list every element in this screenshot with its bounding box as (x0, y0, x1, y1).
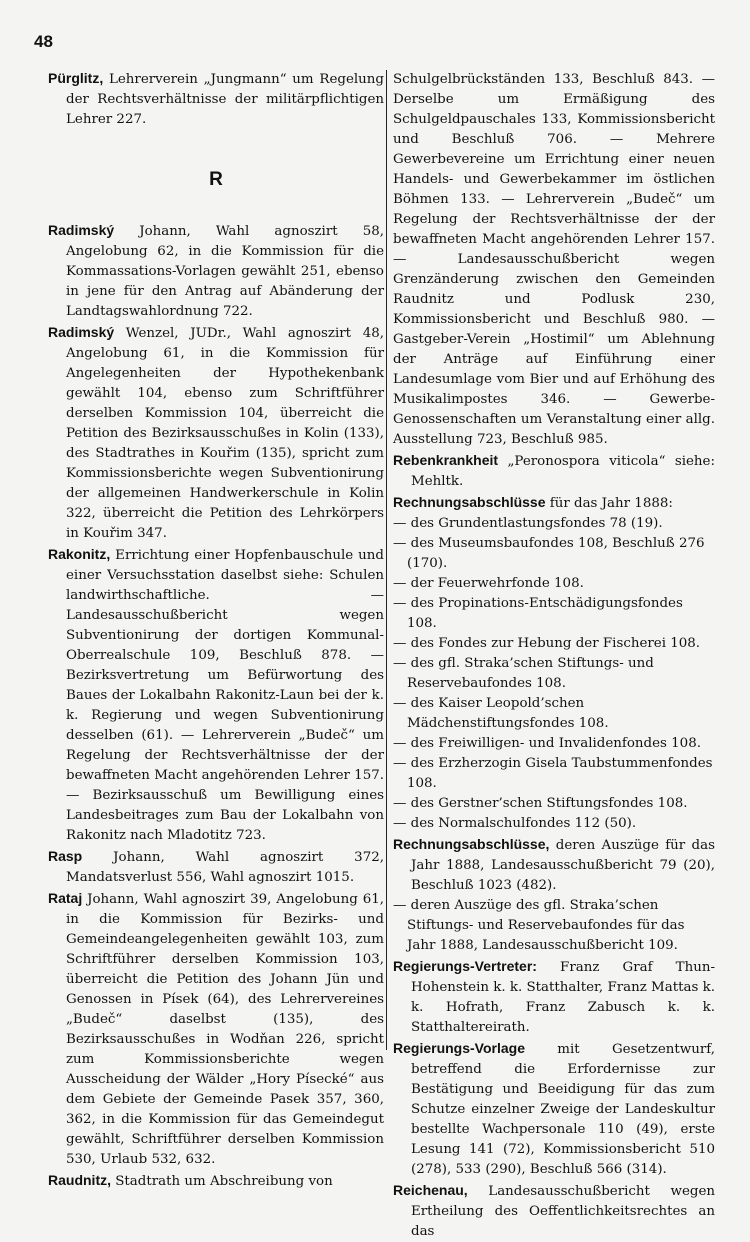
index-entry (48, 322, 384, 544)
entry-head: Rechnungsabschlüsse, (393, 836, 550, 852)
index-entry (393, 492, 715, 514)
entry-text: „Peronospora viticola“ siehe: Mehltk. (411, 454, 715, 489)
entry-text: Errichtung einer Hopfenbauschule und einer Versuchsstation daselbst siehe: Schulen landwirthschaftliche. — Landesausschußbericht wegen Subventionirung der dortigen Kommunal-Oberrealschule 109, Beschluß 878. — Bezirksvertretung um Befürwortung des Baues der Lokalbahn Rakonitz-Laun bei der k. k. Regierung und wegen Subventionirung desselben (61). — Lehrerverein „Budeč“ um Regelung der Rechtsverhältnisse der der bewaffneten Macht angehörenden Lehrer 157. — Bezirksausschuß um Bewilligung eines Landesbeitrages zum Bau der Lokalbahn von Rakonitz nach Mladotitz 723. (66, 548, 385, 843)
entry-text: Johann, Wahl agnoszirt 58, Angelobung 62, in die Kommission für die Kommassations-Vorlagen gewählt 251, ebenso in jene für den Antrag auf Abänderung der Landtagswahlordnung 722. (66, 224, 384, 319)
index-entry (48, 846, 384, 888)
entry-text: deren Auszüge für das Jahr 1888, Landesausschußbericht 79 (20), Beschluß 1023 (482). (411, 838, 715, 893)
index-entry (393, 956, 715, 1038)
index-entry (48, 68, 384, 130)
entry-text: — deren Auszüge des gfl. Straka’schen Stiftungs- und Reservebaufondes für das Jahr 1888, Landesausschußbericht 109. (393, 898, 685, 953)
sub-entry (393, 896, 715, 956)
index-entry (48, 544, 384, 846)
entry-head: Rataj (48, 890, 83, 906)
right-column (393, 68, 715, 1242)
sub-entry: — des Grundentlastungsfondes 78 (19). (393, 516, 663, 531)
sub-entry: — des Propinations-Entschädigungsfondes 108. (393, 596, 683, 631)
index-entry (48, 888, 384, 1170)
entry-text: mit Gesetzentwurf, betreffend die Erfordernisse zur Bestätigung und Beeidigung für das zum Schutze einzelner Zweige der Landeskultur bestellte Wachpersonale 110 (49), erste Lesung 141 (72), Kommissionsbericht 510 (278), 533 (290), Beschluß 566 (314). (411, 1042, 715, 1177)
entry-head: Raudnitz, (48, 1172, 111, 1188)
sub-entry: — des Freiwilligen- und Invalidenfondes 108. (393, 736, 701, 751)
entry-text: Wenzel, JUDr., Wahl agnoszirt 48, Angelobung 61, in die Kommission für Angelegenheiten der Hypothekenbank gewählt 104, ebenso zum Schriftführer derselben Kommission 104, überreicht die Petition des Bezirksausschußes in Kolin (133), des Stadtrathes in Kouřim (135), spricht zum Kommissionsberichte wegen Subventionirung der allgemeinen Handwerkerschule in Kolin 322, überreicht die Petition des Lehrkörpers in Kouřim 347. (66, 326, 384, 541)
sub-entry: — des Erzherzogin Gisela Taubstummenfondes 108. (393, 756, 713, 791)
section-letter: R (209, 169, 223, 190)
entry-head: Regierungs-Vertreter: (393, 958, 537, 974)
sub-entry: — der Feuerwehrfonde 108. (393, 576, 584, 591)
sub-entry: — des Fondes zur Hebung der Fischerei 108. (393, 636, 701, 651)
index-entry (48, 220, 384, 322)
entry-text: Stadtrath um Abschreibung von (111, 1174, 333, 1189)
entry-head: Reichenau, (393, 1182, 468, 1198)
entry-text: Lehrerverein „Jungmann“ um Regelung der Rechtsverhältnisse der militärpflichtigen Lehrer 227. (66, 72, 384, 127)
sub-entry: — des gfl. Straka’schen Stiftungs- und Reservebaufondes 108. (393, 656, 654, 691)
sub-entry: — des Museumsbaufondes 108, Beschluß 276 (170). (393, 536, 705, 571)
left-column (48, 68, 384, 1192)
index-entry (393, 1038, 715, 1180)
entry-text: Johann, Wahl agnoszirt 372, Mandatsverlust 556, Wahl agnoszirt 1015. (66, 850, 384, 885)
index-entry (393, 834, 715, 896)
entry-text: Schulgelbrückständen 133, Beschluß 843. — Derselbe um Ermäßigung des Schulgeldpauschales 133, Kommissionsbericht und Beschluß 706. — Mehrere Gewerbevereine um Errichtung einer neuen Handels- und Gewerbekammer im östlichen Böhmen 133. — Lehrerverein „Budeč“ um Regelung der Rechtsverhältnisse der der bewaffneten Macht angehörenden Lehrer 157. — Landesausschußbericht wegen Grenzänderung zwischen den Gemeinden Raudnitz und Podlusk 230, Kommissionsbericht und Beschluß 980. — Gastgeber-Verein „Hostimil“ um Ablehnung der Anträge auf Einführung einer Landesumlage vom Bier und auf Erhöhung des Musikalimpostes 346. — Gewerbe-Genossenschaften um Veranstaltung einer allg. Ausstellung 723, Beschluß 985. (393, 72, 715, 447)
entry-head: Rasp (48, 848, 83, 864)
entry-head: Radimský (48, 324, 115, 340)
sub-entry: — des Kaiser Leopold’schen Mädchenstiftungsfondes 108. (393, 696, 609, 731)
sub-entry: — des Normalschulfondes 112 (50). (393, 816, 637, 831)
index-entry-continuation (393, 68, 715, 450)
sub-entry: — des Gerstner’schen Stiftungsfondes 108. (393, 796, 688, 811)
column-divider (386, 70, 387, 1050)
entry-head: Rakonitz, (48, 546, 111, 562)
entry-head: Rebenkrankheit (393, 452, 499, 468)
entry-text: für das Jahr 1888: (545, 496, 673, 511)
index-entry (393, 450, 715, 492)
entry-head: Regierungs-Vorlage (393, 1040, 525, 1056)
entry-text: Landesausschußbericht wegen Ertheilung des Oeffentlichkeitsrechtes an das (411, 1184, 715, 1239)
index-entry (393, 1180, 715, 1242)
entry-head: Radimský (48, 222, 115, 238)
entry-head: Pürglitz, (48, 70, 104, 86)
page-number: 48 (34, 32, 53, 51)
entry-text: Johann, Wahl agnoszirt 39, Angelobung 61, in die Kommission für Bezirks- und Gemeindeangelegenheiten gewählt 103, zum Schriftführer derselben Kommission 103, überreicht die Petition des Johann Jün und Genossen in Písek (64), des Lehrervereines „Budeč“ daselbst (135), des Bezirksausschußes in Wodňan 226, spricht zum Kommissionsberichte wegen Ausscheidung der Wälder „Hory Písecké“ aus dem Gebiete der Gemeinde Pasek 357, 360, 362, in die Kommission für das Gemeindegut gewählt, Schriftführer derselben Kommission 530, Urlaub 532, 632. (66, 892, 384, 1167)
entry-head: Rechnungsabschlüsse (393, 494, 546, 510)
entry-text: Franz Graf Thun-Hohenstein k. k. Statthalter, Franz Mattas k. k. Hofrath, Franz Zabusch k. k. Statthaltereirath. (411, 960, 715, 1035)
index-entry (48, 1170, 384, 1192)
